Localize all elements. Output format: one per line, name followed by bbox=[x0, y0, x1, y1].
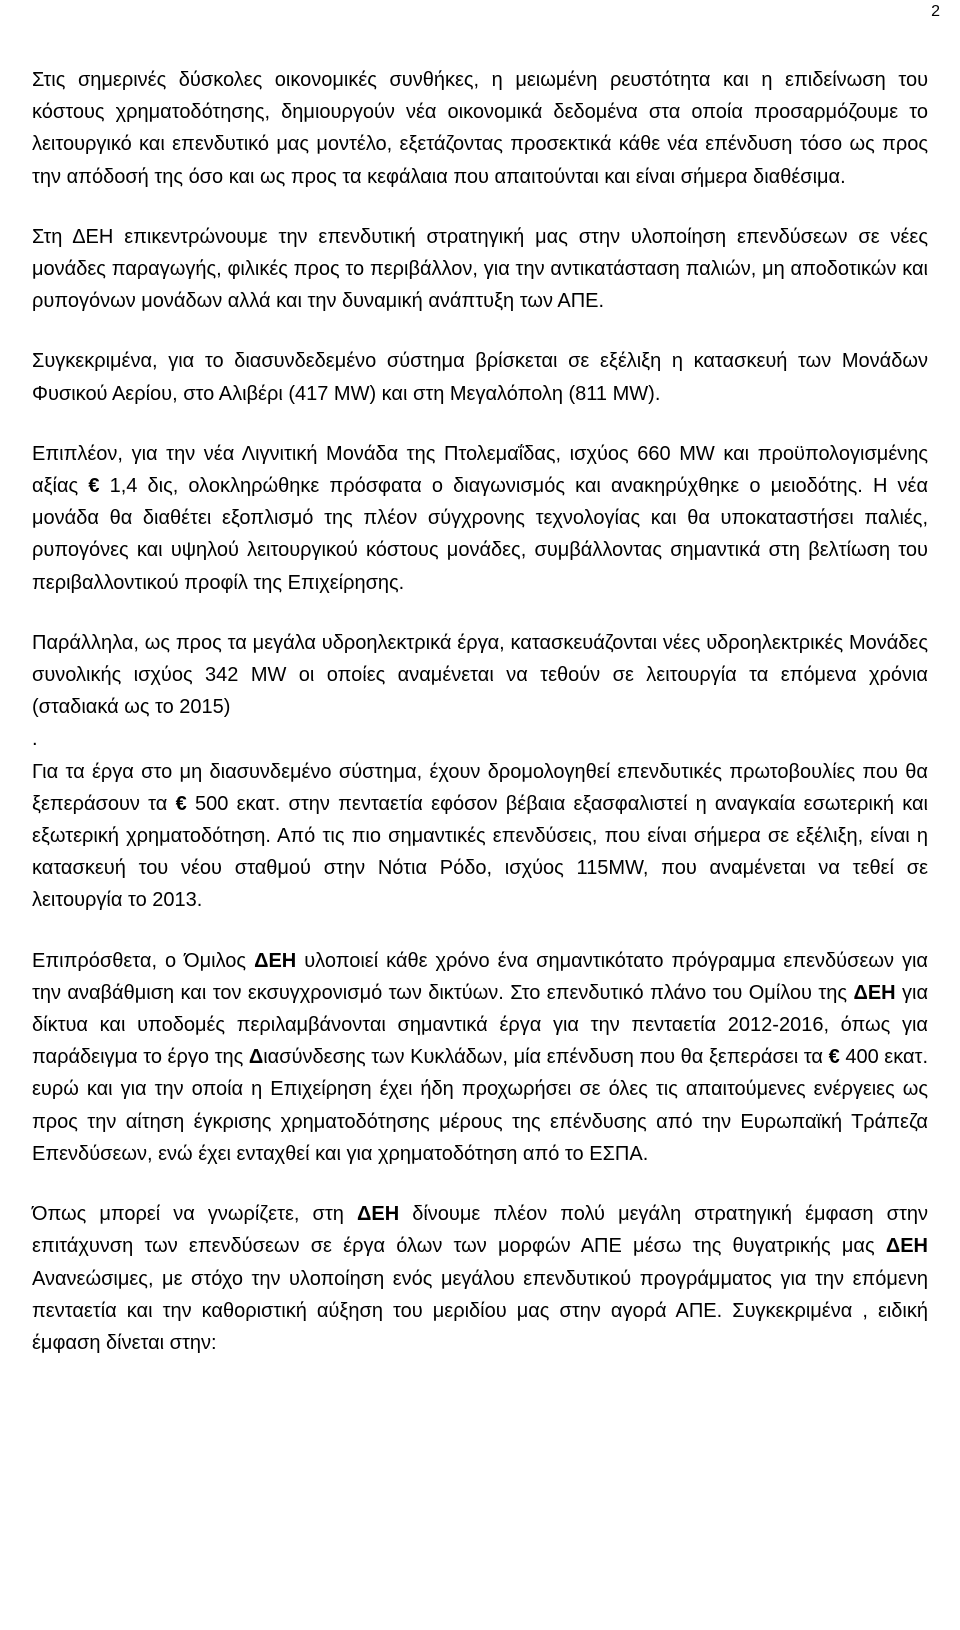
paragraph-text: Στις σημερινές δύσκολες οικονομικές συνθήκες, η μειωμένη ρευστότητα και η επιδείνωση του κόστους χρηματοδότησης, δημιουργούν νέα οικονομικά δεδομένα στα οποία προσαρμόζουμε το λειτουργικό και επενδυτικό μας μοντέλο, εξετάζοντας προσεκτικά κάθε νέα επένδυση τόσο ως προς την απόδοσή της όσο και ως προς τα κεφάλαια που απαιτούνται και είναι σήμερα διαθέσιμα. bbox=[32, 69, 928, 188]
paragraph-lignite-unit bbox=[32, 438, 928, 599]
euro-symbol: € bbox=[88, 475, 100, 498]
paragraph-text: 500 εκατ. στην πενταετία εφόσον βέβαια εξασφαλιστεί η αναγκαία εσωτερική και εξωτερική χρηματοδότηση. Από τις πιο σημαντικές επενδύσεις, που είναι σήμερα σε εξέλιξη, είναι η κατασκευή του νέου σταθμού στην Νότια Ρόδο, ισχύος 115MW, που αναμένεται να τεθεί σε λειτουργία το 2013. bbox=[32, 792, 928, 912]
document-body bbox=[32, 64, 928, 1387]
paragraph-text: δίνουμε πλέον πολύ μεγάλη στρατηγική έμφαση στην επιτάχυνση των επενδύσεων σε έργα όλων των μορφών ΑΠΕ μέσω της θυγατρικής μας bbox=[32, 1203, 928, 1258]
paragraph-non-interconnected bbox=[32, 756, 928, 917]
company-name-bold: ΔΕΗ bbox=[885, 1235, 928, 1258]
paragraph-text: Ανανεώσιμες, με στόχο την υλοποίηση ενός μεγάλου επενδυτικού προγράμματος για την επόμενη πενταετία και την καθοριστική αύξηση του μεριδίου μας στην αγορά ΑΠΕ. Συγκεκριμένα , ειδική έμφαση δίνεται στην: bbox=[32, 1267, 928, 1354]
paragraph-text: Παράλληλα, ως προς τα μεγάλα υδροηλεκτρικά έργα, κατασκευάζονται νέες υδροηλεκτρικές Μονάδες συνολικής ισχύος 342 MW οι οποίες αναμένεται να τεθούν σε λειτουργία τα επόμενα χρόνια (σταδιακά ως το 2015) bbox=[32, 631, 928, 719]
paragraph-text: 1,4 δις, ολοκληρώθηκε πρόσφατα ο διαγωνισμός και ανακηρύχθηκε ο μειοδότης. Η νέα μονάδα θα διαθέτει εξοπλισμό της πλέον σύγχρονης τεχνολογίας και θα υποκαταστήσει παλιές, ρυπογόνες και υψηλού λειτουργικού κόστους μονάδες, συμβάλλοντας σημαντικά στη βελτίωση του περιβαλλοντικού προφίλ της Επιχείρησης. bbox=[32, 475, 929, 594]
company-name-bold: ΔΕΗ bbox=[254, 949, 297, 972]
company-name-bold: ΔΕΗ bbox=[356, 1203, 400, 1226]
paragraph-economic-conditions bbox=[32, 64, 928, 193]
paragraph-gas-units bbox=[32, 345, 928, 409]
euro-symbol: € bbox=[175, 792, 187, 815]
paragraph-text: Για τα έργα στο μη διασυνδεμένο σύστημα, έχουν δρομολογηθεί επενδυτικές πρωτοβουλίες που θα ξεπεράσουν τα bbox=[32, 760, 928, 815]
paragraph-hydro-units bbox=[32, 627, 928, 756]
paragraph-networks bbox=[32, 945, 928, 1170]
paragraph-trailing-dot: . bbox=[32, 728, 38, 751]
paragraph-text: Όπως μπορεί να γνωρίζετε, στη bbox=[32, 1203, 357, 1226]
paragraph-investment-strategy bbox=[32, 221, 928, 318]
paragraph-text: για δίκτυα και υποδομές περιλαμβάνονται σημαντικά έργα για την πενταετία 2012-2016, όπως για παράδειγμα το έργο της bbox=[32, 981, 929, 1069]
paragraph-renewables bbox=[32, 1198, 928, 1359]
bold-letter: Δ bbox=[248, 1046, 264, 1069]
paragraph-text: 400 εκατ. ευρώ και για την οποία η Επιχείρηση έχει ήδη προχωρήσει σε όλες τις απαιτούμενες ενέργειες ως προς την αίτηση έγκρισης χρηματοδότησης μέρους της επένδυσης από την Ευρωπαϊκή Τράπεζα Επενδύσεων, ενώ έχει ενταχθεί και για χρηματοδότηση από το ΕΣΠΑ. bbox=[32, 1046, 928, 1165]
paragraph-text: Επιπλέον, για την νέα Λιγνιτική Μονάδα της Πτολεμαΐδας, ισχύος 660 MW και προϋπολογισμένης αξίας bbox=[32, 442, 928, 498]
euro-symbol: € bbox=[828, 1046, 840, 1069]
page-number: 2 bbox=[931, 3, 940, 20]
paragraph-text: Στη ΔΕΗ επικεντρώνουμε την επενδυτική στρατηγική μας στην υλοποίηση επενδύσεων σε νέες μονάδες παραγωγής, φιλικές προς το περιβάλλον, για την αντικατάσταση παλιών, μη αποδοτικών και ρυπογόνων μονάδων αλλά και την δυναμική ανάπτυξη των ΑΠΕ. bbox=[32, 225, 928, 313]
paragraph-text: ιασύνδεσης των Κυκλάδων, μία επένδυση που θα ξεπεράσει τα bbox=[263, 1046, 829, 1069]
paragraph-text: Συγκεκριμένα, για το διασυνδεδεμένο σύστημα βρίσκεται σε εξέλιξη η κατασκευή των Μονάδων Φυσικού Αερίου, στο Αλιβέρι (417 MW) και στη Μεγαλόπολη (811 MW). bbox=[32, 350, 928, 405]
company-name-bold: ΔΕΗ bbox=[853, 981, 896, 1004]
paragraph-text: υλοποιεί κάθε χρόνο ένα σημαντικότατο πρόγραμμα επενδύσεων για την αναβάθμιση και τον εκσυγχρονισμό των δικτύων. Στο επενδυτικό πλάνο του Ομίλου της bbox=[32, 949, 928, 1004]
paragraph-text: Επιπρόσθετα, ο Όμιλος bbox=[32, 949, 255, 972]
